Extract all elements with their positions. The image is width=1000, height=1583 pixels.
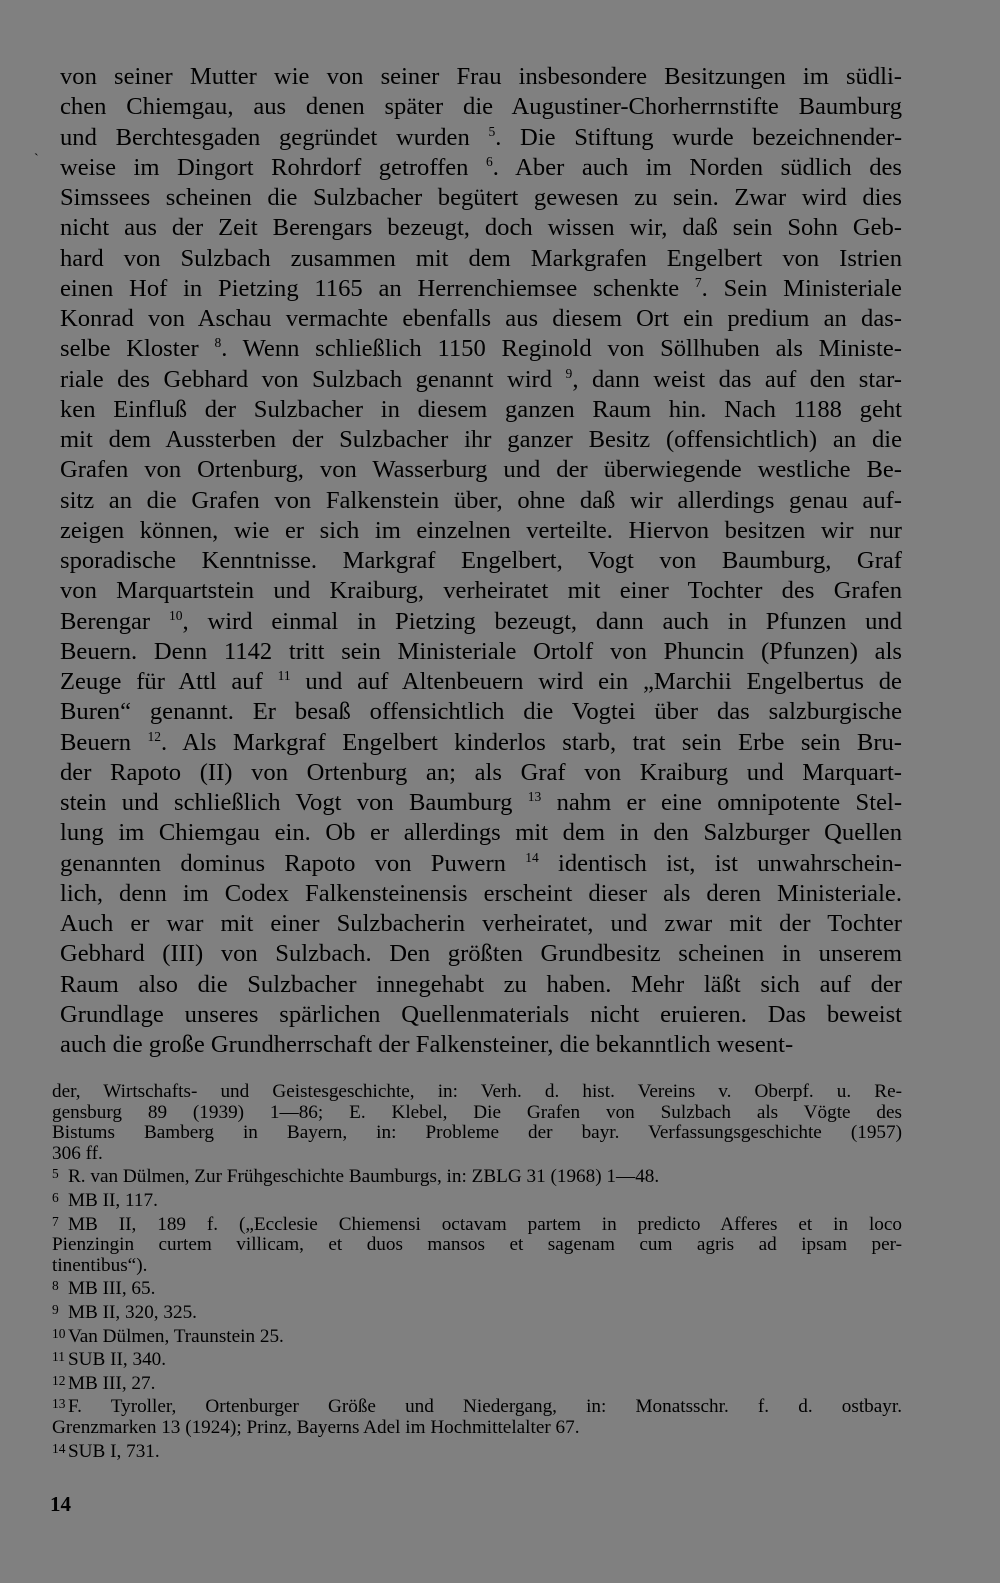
body-line: Buren“ genannt. Er besaß offensichtlich die Vogtei über das salzburgische [60, 698, 902, 726]
footnote-number: 10 [52, 1325, 66, 1341]
footnote-12 [52, 1371, 902, 1395]
footnote-number: 12 [52, 1372, 66, 1388]
footnote-8 [52, 1276, 902, 1300]
footnote-text: Van Dülmen, Traunstein 25. [68, 1325, 284, 1347]
footnote-continuation-line: gensburg 89 (1939) 1—86; E. Klebel, Die Grafen von Sulzbach als Vögte des [52, 1102, 902, 1123]
footnote-number: 9 [52, 1301, 59, 1317]
body-line: weise im Dingort Rohrdorf getroffen $^6$. Aber auch im Norden südlich des [60, 153, 902, 181]
footnote-7 [52, 1212, 902, 1236]
footnote-text: MB II, 117. [68, 1189, 158, 1211]
scan-speck: ` [34, 152, 39, 167]
body-line: selbe Kloster $^8$. Wenn schließlich 1150 Reginold von Söllhuben als Ministe- [60, 335, 902, 363]
footnote-5 [52, 1164, 902, 1188]
footnote-7-line-2: Pienzingin curtem villicam, et duos mansos et sagenam cum agris ad ipsam per- [52, 1235, 902, 1256]
body-line: lich, denn im Codex Falkensteinensis erscheint dieser als deren Ministeriale. [60, 879, 902, 907]
footnote-ref[interactable]: 10 [168, 607, 183, 623]
body-line: Auch er war mit einer Sulzbacherin verheiratet, und zwar mit der Tochter [60, 910, 902, 937]
footnote-ref[interactable]: 11 [277, 667, 291, 683]
body-line: Grundlage unseres spärlichen Quellenmaterials nicht eruieren. Das beweist [60, 1000, 902, 1028]
footnote-9 [52, 1300, 902, 1324]
body-line: chen Chiemgau, aus denen später die Augustiner-Chorherrnstifte Baumburg [60, 93, 902, 121]
footnote-continuation-line: Bistums Bamberg in Bayern, in: Probleme der bayr. Verfassungsgeschichte (1957) [52, 1123, 902, 1144]
body-line: Beuern $^{12}$. Als Markgraf Engelbert kinderlos starb, trat sein Erbe sein Bru- [60, 728, 902, 756]
body-line: lung im Chiemgau ein. Ob er allerdings mit dem in den Salzburger Quellen [60, 819, 902, 847]
footnote-ref[interactable]: 6 [486, 153, 493, 169]
footnote-continuation-line: der, Wirtschafts- und Geistesgeschichte, in: Verh. d. hist. Vereins v. Oberpf. u. Re- [52, 1082, 902, 1102]
body-text [60, 62, 902, 1060]
footnote-number: 6 [52, 1189, 59, 1205]
footnote-number: 11 [52, 1349, 65, 1365]
footnote-text: SUB I, 731. [68, 1440, 160, 1462]
footnote-text: MB II, 320, 325. [68, 1301, 197, 1323]
body-line: ken Einfluß der Sulzbacher in diesem ganzen Raum hin. Nach 1188 geht [60, 395, 902, 423]
footnote-ref[interactable]: 8 [214, 335, 222, 351]
body-line: stein und schließlich Vogt von Baumburg $^{13}$ nahm er eine omnipotente Stel- [60, 788, 902, 816]
footnote-number: 14 [52, 1440, 66, 1456]
footnote-text: MB III, 65. [68, 1278, 156, 1300]
page-number: 14 [50, 1492, 71, 1516]
footnote-number: 5 [52, 1166, 59, 1182]
footnote-6 [52, 1188, 902, 1212]
body-line: zeigen können, wie er sich im einzelnen verteilte. Hiervon besitzen wir nur [60, 516, 902, 544]
footnote-7-line-3: tinentibus“). [52, 1255, 148, 1276]
body-line: der Rapoto (II) von Ortenburg an; als Graf von Kraiburg und Marquart- [60, 758, 902, 786]
footnotes [52, 1082, 902, 1462]
body-line: einen Hof in Pietzing 1165 an Herrenchiemsee schenkte $^7$. Sein Ministeriale [60, 274, 902, 302]
footnote-text: SUB II, 340. [68, 1349, 167, 1371]
footnote-10 [52, 1324, 902, 1348]
body-line: Berengar $^{10}$, wird einmal in Pietzing bezeugt, dann auch in Pfunzen und [60, 607, 902, 635]
footnote-text: R. van Dülmen, Zur Frühgeschichte Baumburgs, in: ZBLG 31 (1968) 1—48. [68, 1166, 660, 1188]
body-line: Gebhard (III) von Sulzbach. Den größten Grundbesitz scheinen in unserem [60, 940, 902, 968]
footnote-ref[interactable]: 9 [565, 365, 573, 381]
body-line: Raum also die Sulzbacher innegehabt zu haben. Mehr läßt sich auf der [60, 970, 902, 998]
body-line: Zeuge für Attl auf $^{11}$ und auf Altenbeuern wird ein „Marchii Engelbertus de [60, 667, 902, 695]
body-line: nicht aus der Zeit Berengars bezeugt, doch wissen wir, daß sein Sohn Geb- [60, 214, 902, 242]
body-line: sporadische Kenntnisse. Markgraf Engelbert, Vogt von Baumburg, Graf [60, 547, 902, 574]
footnote-text: MB II, 189 f. („Ecclesie Chiemensi octavam partem in predicto Afferes et in loco [68, 1213, 902, 1235]
footnote-13 [52, 1394, 902, 1418]
body-line: riale des Gebhard von Sulzbach genannt wird $^9$, dann weist das auf den star- [60, 365, 902, 393]
footnote-ref[interactable]: 13 [527, 788, 542, 804]
footnote-number: 8 [52, 1278, 59, 1294]
footnote-number: 7 [52, 1213, 59, 1229]
body-line: hard von Sulzbach zusammen mit dem Markgrafen Engelbert von Istrien [60, 244, 902, 272]
footnote-text: MB III, 27. [68, 1372, 156, 1394]
footnote-14 [52, 1439, 902, 1463]
footnote-text: F. Tyroller, Ortenburger Größe und Niedergang, in: Monatsschr. f. d. ostbayr. [68, 1396, 902, 1418]
footnote-11 [52, 1347, 902, 1371]
body-line: Simssees scheinen die Sulzbacher begütert gewesen zu sein. Zwar wird dies [60, 184, 902, 211]
body-line: und Berchtesgaden gegründet wurden $^5$. Die Stiftung wurde bezeichnender- [60, 123, 902, 151]
body-line: Konrad von Aschau vermachte ebenfalls aus diesem Ort ein predium an das- [60, 305, 902, 332]
body-line: Beuern. Denn 1142 tritt sein Ministeriale Ortolf von Phuncin (Pfunzen) als [60, 637, 902, 665]
body-line: von Marquartstein und Kraiburg, verheiratet mit einer Tochter des Grafen [60, 577, 902, 605]
body-line: genannten dominus Rapoto von Puwern $^{14}$ identisch ist, ist unwahrschein- [60, 849, 902, 877]
body-line: mit dem Aussterben der Sulzbacher ihr ganzer Besitz (offensichtlich) an die [60, 426, 902, 453]
footnote-13-line-2: Grenzmarken 13 (1924); Prinz, Bayerns Adel im Hochmittelalter 67. [52, 1417, 580, 1438]
footnote-ref[interactable]: 14 [525, 849, 539, 865]
footnote-ref[interactable]: 7 [694, 274, 702, 290]
footnote-number: 13 [52, 1396, 66, 1412]
body-line: sitz an die Grafen von Falkenstein über, ohne daß wir allerdings genau auf- [60, 486, 902, 514]
footnote-continuation-line: 306 ff. [52, 1143, 103, 1164]
footnote-ref[interactable]: 12 [147, 728, 162, 744]
body-line: Grafen von Ortenburg, von Wasserburg und der überwiegende westliche Be- [60, 456, 902, 484]
body-line: von seiner Mutter wie von seiner Frau insbesondere Besitzungen im südli- [60, 63, 902, 90]
footnote-ref[interactable]: 5 [488, 123, 496, 139]
body-line: auch die große Grundherrschaft der Falkensteiner, die bekanntlich wesent- [60, 1031, 794, 1058]
